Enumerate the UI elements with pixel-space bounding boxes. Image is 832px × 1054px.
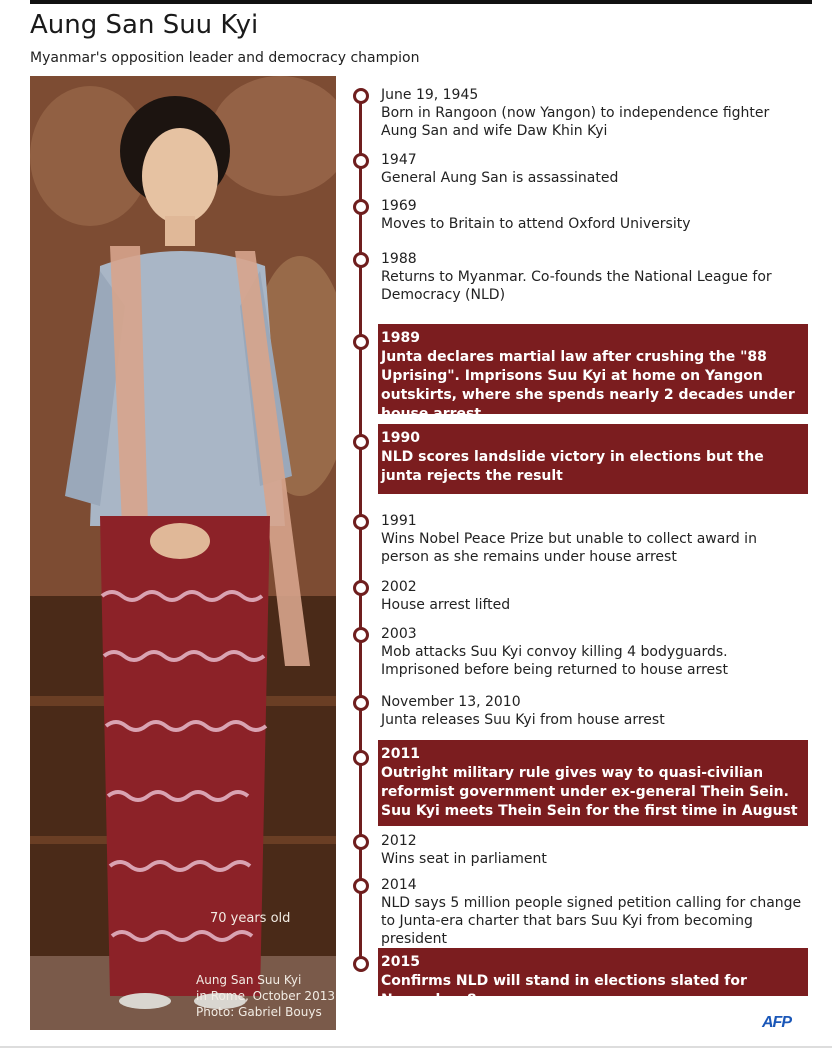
timeline-date: June 19, 1945 [381,87,479,103]
timeline-marker-icon [353,956,369,972]
timeline-date: 1988 [381,251,417,267]
timeline-description: Junta declares martial law after crushing the "88 Uprising". Imprisons Suu Kyi at home on Yangon outskirts, where she spends nearly 2 decades under house arrest [381,349,795,422]
timeline-event-text [381,151,806,187]
timeline-description: Wins seat in parliament [381,851,547,867]
timeline-description: Mob attacks Suu Kyi convoy killing 4 bodyguards. Imprisoned before being returned to house arrest [381,644,728,678]
timeline-description: NLD scores landslide victory in elections but the junta rejects the result [381,449,764,484]
timeline-event [350,625,810,685]
highlight-box [378,948,808,1008]
timeline-date: 1991 [381,513,417,529]
portrait-photo [30,76,336,1030]
timeline-marker-icon [353,878,369,894]
timeline-event [350,832,810,872]
photo-credit-line: Aung San Suu Kyi [196,973,302,987]
timeline-event [350,693,810,733]
timeline-marker-icon [353,199,369,215]
photo-credit-line: in Rome, October 2013 [196,989,335,1003]
timeline-event [350,151,810,191]
timeline-marker-icon [353,580,369,596]
portrait-illustration [30,76,336,1030]
timeline-description: Outright military rule gives way to quasi-civilian reformist government under ex-general Thein Sein. Suu Kyi meets Thein Sein for the first time in August [381,765,798,819]
timeline-description: Wins Nobel Peace Prize but unable to collect award in person as she remains under house arrest [381,531,757,565]
timeline-event-highlight [350,948,810,1008]
timeline-event-text [381,832,806,868]
timeline-marker-icon [353,695,369,711]
timeline-event-text [381,745,804,821]
timeline-event [350,250,810,310]
page-title: Aung San Suu Kyi [30,10,259,40]
timeline-event-text [381,876,806,948]
timeline-event-text [381,512,806,566]
timeline-description: Returns to Myanmar. Co-founds the National League for Democracy (NLD) [381,269,772,303]
timeline-date: 1990 [381,430,420,446]
timeline-date: 2002 [381,579,417,595]
timeline-marker-icon [353,627,369,643]
timeline-event [350,86,810,146]
highlight-box [378,740,808,826]
timeline-date: 2014 [381,877,417,893]
timeline-event-highlight [350,324,810,422]
timeline-event [350,876,810,947]
timeline-event-text [381,578,806,614]
timeline-description: Confirms NLD will stand in elections slated for November 8 [381,973,747,1008]
timeline-marker-icon [353,834,369,850]
timeline-marker-icon [353,434,369,450]
timeline-event [350,197,810,237]
timeline-marker-icon [353,514,369,530]
timeline-date: 1989 [381,330,420,346]
highlight-box [378,424,808,494]
timeline-description: House arrest lifted [381,597,511,613]
photo-credit-line: Photo: Gabriel Bouys [196,1005,322,1019]
age-caption: 70 years old [210,911,291,926]
timeline-date: 1947 [381,152,417,168]
timeline-description: General Aung San is assassinated [381,170,619,186]
bottom-rule [0,1046,832,1048]
timeline-date: 2012 [381,833,417,849]
highlight-box [378,324,808,422]
timeline-date: 2003 [381,626,417,642]
timeline-date: November 13, 2010 [381,694,521,710]
timeline-event [350,512,810,572]
timeline-event-text [381,429,804,486]
timeline-event-highlight [350,740,810,826]
timeline-event-text [381,693,806,729]
timeline-description: Moves to Britain to attend Oxford University [381,216,691,232]
timeline-date: 2011 [381,746,420,762]
timeline-event-text [381,329,804,424]
timeline-description: Born in Rangoon (now Yangon) to independence fighter Aung San and wife Daw Khin Kyi [381,105,770,139]
timeline-event-text [381,953,804,1010]
timeline-marker-icon [353,88,369,104]
timeline-event-text [381,625,806,679]
timeline-event-highlight [350,424,810,494]
top-rule [30,0,812,4]
timeline-marker-icon [353,252,369,268]
photo-credit [196,972,335,1020]
timeline-marker-icon [353,750,369,766]
timeline-description: NLD says 5 million people signed petition calling for change to Junta-era charter that bars Suu Kyi from becoming president [381,895,802,947]
afp-logo: AFP [762,1014,791,1031]
timeline-event [350,578,810,618]
timeline-event-text [381,250,806,304]
timeline-marker-icon [353,334,369,350]
timeline-marker-icon [353,153,369,169]
timeline-event-text [381,86,806,140]
page-subtitle: Myanmar's opposition leader and democracy champion [30,50,420,66]
timeline-date: 1969 [381,198,417,214]
timeline-description: Junta releases Suu Kyi from house arrest [381,712,665,728]
timeline-event-text [381,197,806,233]
timeline-date: 2015 [381,954,420,970]
